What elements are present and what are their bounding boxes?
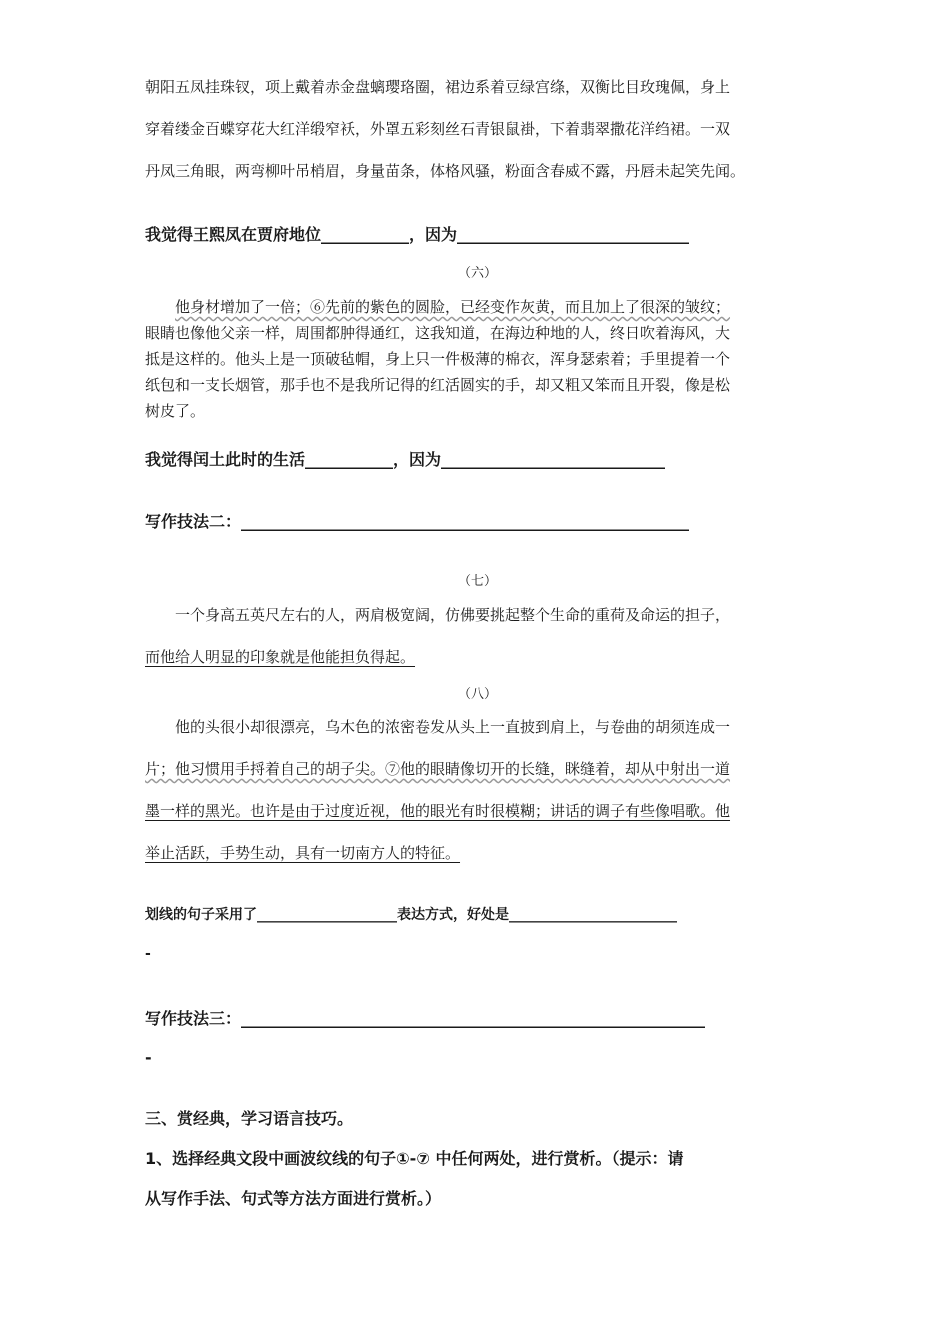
passage5-line-3: 丹凤三角眼，两弯柳叶吊梢眉，身量苗条，体格风骚，粉面含春威不露，丹唇未起笑先闻。 [145, 162, 746, 180]
passage5-line-2: 穿着缕金百蝶穿花大红洋缎窄袄，外罩五彩刻丝石青银鼠褂，下着翡翠撒花洋绉裙。一双 [145, 120, 731, 138]
section-6-line-2: 眼睛也像他父亲一样，周围都肿得通红，这我知道，在海边种地的人，终日吹着海风，大 [145, 324, 731, 342]
answer-blank-2[interactable]: ________________________ [509, 907, 677, 923]
part-3-question-1-line-1: 1、选择经典文段中画波纹线的句子①-⑦ 中任何两处，进行赏析。（提示：请 [145, 1149, 684, 1168]
technique-2-blank[interactable]: ________________________________________________________ [241, 512, 690, 531]
question-expression [145, 904, 677, 924]
question-mid: ，因为 [409, 225, 458, 244]
section-7-line-1: 一个身高五英尺左右的人，两肩极宽阔，仿佛要挑起整个生命的重荷及命运的担子， [175, 606, 731, 624]
section-8-heading: （八） [457, 687, 497, 702]
answer-blank-2[interactable]: ____________________________ [441, 450, 666, 469]
section-8-line-3: 墨一样的黑光。也许是由于过度近视，他的眼光有时很模糊；讲话的调子有些像唱歌。他 [145, 802, 731, 820]
technique-2 [145, 509, 689, 532]
section-8-line-1: 他的头很小却很漂亮，乌木色的浓密卷发从头上一直披到肩上，与卷曲的胡须连成一 [175, 718, 731, 736]
section-8-line-2: 片；他习惯用手捋着自己的胡子尖。⑦他的眼睛像切开的长缝，眯缝着，却从中射出一道 [145, 760, 731, 778]
section-6-line-4: 纸包和一支长烟管，那手也不是我所记得的红活圆实的手，却又粗又笨而且开裂，像是松 [145, 376, 731, 394]
part-3-heading: 三、赏经典，学习语言技巧。 [145, 1109, 354, 1128]
section-6-line-5: 树皮了。 [145, 402, 206, 420]
question-mid: ，因为 [393, 450, 442, 469]
answer-blank-1[interactable]: ____________________ [257, 907, 397, 923]
section-8-line-4: 举止活跃，手势生动，具有一切南方人的特征。 [145, 844, 461, 862]
question-wangxifeng [145, 222, 689, 245]
section-6-heading: （六） [457, 266, 497, 281]
answer-blank-2[interactable]: _____________________________ [457, 225, 690, 244]
answer-blank-1[interactable]: ___________ [305, 450, 394, 469]
question-text: 我觉得王熙凤在贾府地位 [145, 225, 322, 244]
technique-2-label: 写作技法二： [145, 512, 242, 531]
question-runtu [145, 447, 665, 470]
technique-3 [145, 1006, 705, 1029]
section-7-line-2: 而他给人明显的印象就是他能担负得起。 [145, 648, 416, 666]
technique-3-label: 写作技法三： [145, 1009, 242, 1028]
question-text: 划线的句子采用了 [145, 907, 257, 923]
section-6-line-3: 抵是这样的。他头上是一顶破毡帽，身上只一件极薄的棉衣，浑身瑟索着；手里提着一个 [145, 350, 731, 368]
technique-3-continuation[interactable]: - [145, 1048, 152, 1067]
question-expression-continuation[interactable]: - [145, 946, 151, 962]
technique-3-blank[interactable]: __________________________________________________________ [241, 1009, 706, 1028]
answer-blank-1[interactable]: ___________ [321, 225, 410, 244]
passage5-line-1: 朝阳五凤挂珠钗，项上戴着赤金盘螭璎珞圈，裙边系着豆绿宫绦，双衡比目玫瑰佩，身上 [145, 78, 731, 96]
section-6-line-1: 他身材增加了一倍；⑥先前的紫色的圆脸，已经变作灰黄，而且加上了很深的皱纹； [175, 298, 731, 316]
part-3-question-1-line-2: 从写作手法、句式等方法方面进行赏析。） [145, 1189, 442, 1208]
question-mid: 表达方式，好处是 [397, 907, 509, 923]
question-text: 我觉得闰土此时的生活 [145, 450, 306, 469]
section-7-heading: （七） [457, 574, 497, 589]
